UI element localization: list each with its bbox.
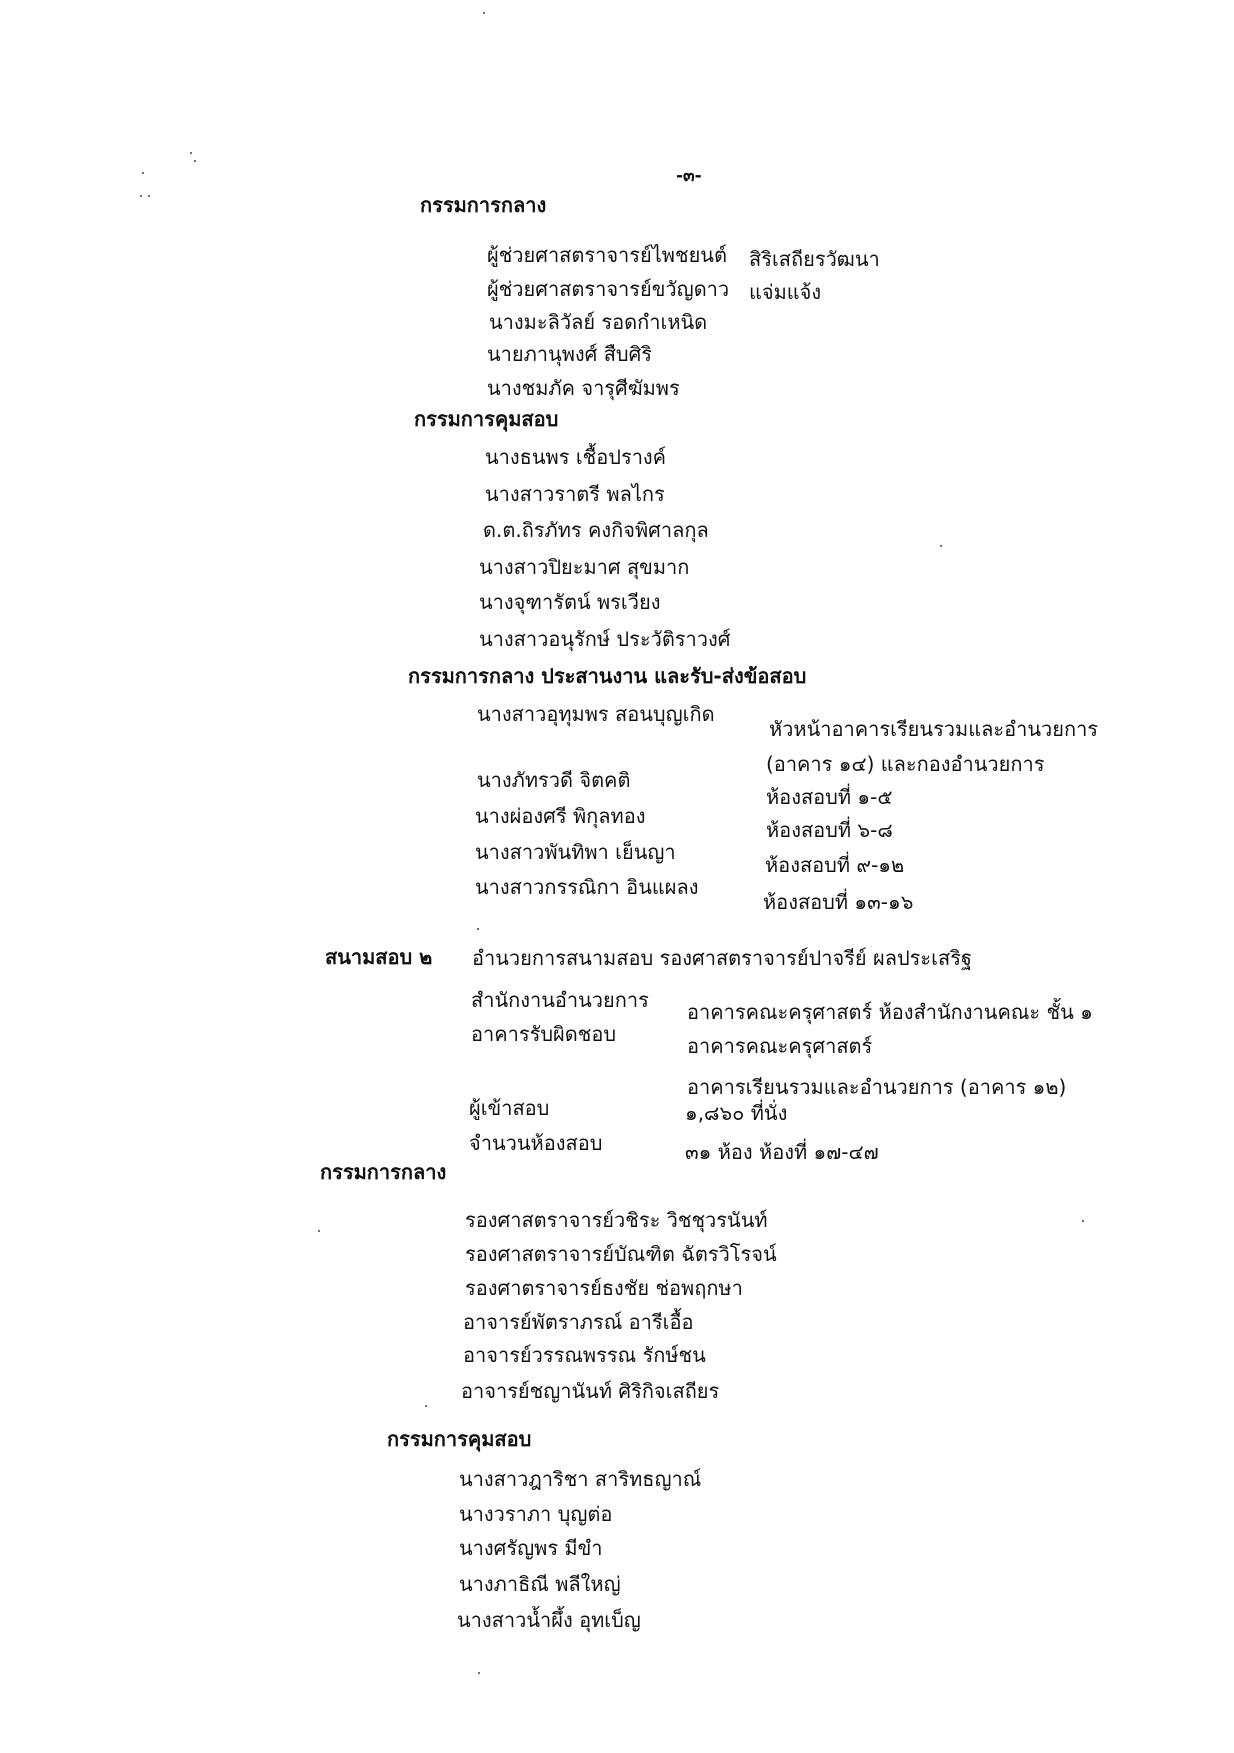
office-label: สำนักงานอำนวยการ <box>471 988 649 1012</box>
proctor-name: นางสาวน้ำผึ้ง อุทเบ็ญ <box>457 1608 641 1632</box>
committee-member-name: รองศาสตราจารย์วชิระ วิชชุวรนันท์ <box>465 1208 768 1232</box>
proctor-name: นางสาวอนุรักษ์ ประวัติราวงศ์ <box>479 627 731 651</box>
proctor-name: นางสาวราตรี พลไกร <box>485 482 665 506</box>
committee-member-name: ผู้ช่วยศาสตราจารย์ไพชยนต์ <box>487 243 727 267</box>
committee-member-name: ผู้ช่วยศาสตราจารย์ขวัญดาว <box>487 277 730 301</box>
proctor-name: ด.ต.ถิรภัทร คงกิจพิศาลกุล <box>483 518 709 542</box>
coordinator-role: ห้องสอบที่ ๙-๑๒ <box>765 853 905 877</box>
section-heading-proctors: กรรมการคุมสอบ <box>387 1427 532 1451</box>
section-heading-coordination: กรรมการกลาง ประสานงาน และรับ-ส่งข้อสอบ <box>408 664 807 688</box>
scan-speck <box>483 12 485 14</box>
examinees-value: ๑,๘๖๐ ที่นั่ง <box>685 1101 788 1125</box>
committee-member-name: นายภานุพงศ์ สืบศิริ <box>487 342 653 366</box>
committee-member-surname: แจ่มแจ้ง <box>749 280 822 304</box>
scan-speck <box>478 1672 480 1674</box>
rooms-value: ๓๑ ห้อง ห้องที่ ๑๗-๔๗ <box>685 1140 879 1164</box>
coordinator-role: ห้องสอบที่ ๑๓-๑๖ <box>763 890 914 914</box>
committee-member-name: รองศาตราจารย์ธงชัย ช่อพฤกษา <box>465 1276 743 1300</box>
proctor-name: นางจุฑารัตน์ พรเวียง <box>479 590 661 614</box>
scan-speck <box>425 1405 427 1407</box>
scan-speck <box>940 545 942 547</box>
section-heading-central-committee: กรรมการกลาง <box>320 1160 447 1184</box>
committee-member-name: อาจารย์วรรณพรรณ รักษ์ชน <box>463 1343 706 1367</box>
coordinator-name: นางสาวอุทุมพร สอนบุญเกิด <box>477 702 715 726</box>
committee-member-name: อาจารย์ชญานันท์ ศิริกิจเสถียร <box>461 1379 720 1403</box>
proctor-name: นางสาวฎาริชา สาริทธญาณ์ <box>459 1467 702 1491</box>
page-number: -๓- <box>676 166 702 186</box>
coordinator-role: ห้องสอบที่ ๖-๘ <box>766 818 893 842</box>
proctor-name: นางธนพร เชื้อปรางค์ <box>485 445 667 469</box>
section-heading-proctors: กรรมการคุมสอบ <box>414 407 559 431</box>
committee-member-name: นางมะลิวัลย์ รอดกำเหนิด <box>489 310 708 334</box>
exam-site-label: สนามสอบ ๒ <box>325 945 433 969</box>
coordinator-name: นางผ่องศรี พิกุลทอง <box>475 804 646 828</box>
scan-speck <box>148 195 150 197</box>
coordinator-role: (อาคาร ๑๔) และกองอำนวยการ <box>766 752 1045 776</box>
proctor-name: นางศรัญพร มีขำ <box>459 1536 603 1560</box>
scan-speck <box>318 1230 320 1232</box>
office-value: อาคารคณะครุศาสตร์ ห้องสำนักงานคณะ ชั้น ๑ <box>687 1000 1093 1024</box>
coordinator-role: หัวหน้าอาคารเรียนรวมและอำนวยการ <box>769 717 1099 741</box>
scan-speck <box>142 172 144 174</box>
building-label: อาคารรับผิดชอบ <box>471 1022 617 1046</box>
scan-speck <box>190 152 192 154</box>
committee-member-name: รองศาสตราจารย์บัณฑิต ฉัตรวิโรจน์ <box>465 1242 777 1266</box>
scan-speck <box>477 928 479 930</box>
coordinator-name: นางสาวกรรณิกา อินแผลง <box>475 875 699 899</box>
coordinator-name: นางสาวพันทิพา เย็นญา <box>475 840 676 864</box>
site-director: อำนวยการสนามสอบ รองศาสตราจารย์ปาจรีย์ ผลประเสริฐ <box>472 946 972 970</box>
scan-speck <box>140 195 142 197</box>
coordinator-role: ห้องสอบที่ ๑-๕ <box>766 785 893 809</box>
coordinator-name: นางภัทรวดี จิตคติ <box>477 768 631 792</box>
proctor-name: นางภาธิณี พลีใหญ่ <box>459 1572 621 1596</box>
committee-member-name: อาจารย์พัตราภรณ์ อารีเอื้อ <box>463 1310 694 1334</box>
building-value: อาคารคณะครุศาสตร์ <box>687 1034 873 1058</box>
proctor-name: นางสาวปิยะมาศ สุขมาก <box>479 555 690 579</box>
section-heading-central-committee: กรรมการกลาง <box>420 193 547 217</box>
building-value: อาคารเรียนรวมและอำนวยการ (อาคาร ๑๒) <box>687 1075 1067 1099</box>
scan-speck <box>194 160 196 162</box>
committee-member-surname: สิริเสถียรวัฒนา <box>749 247 880 271</box>
rooms-label: จำนวนห้องสอบ <box>469 1131 603 1155</box>
committee-member-name: นางชมภัค จารุศีฆัมพร <box>487 376 680 400</box>
examinees-label: ผู้เข้าสอบ <box>469 1096 550 1120</box>
proctor-name: นางวราภา บุญต่อ <box>459 1502 613 1526</box>
scan-speck <box>1082 1220 1084 1222</box>
